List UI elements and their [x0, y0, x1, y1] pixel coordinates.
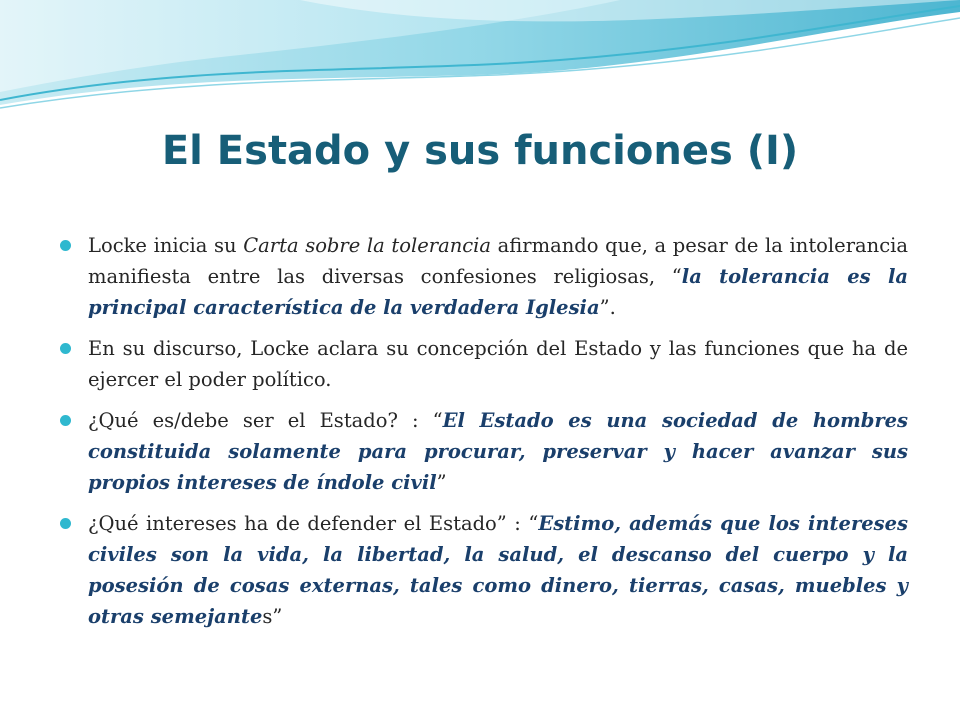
bullet-quote: la tolerancia es la principal característica de la verdadera Iglesia [88, 265, 908, 319]
bullet-item [58, 508, 908, 632]
bullet-quote: El Estado es una sociedad de hombres constituida solamente para procurar, preservar y hacer avanzar sus propios intereses de índole civil [88, 409, 908, 494]
bullet-text: ”. [599, 296, 616, 319]
bullet-text: Locke inicia su [88, 234, 244, 257]
bullet-italic-text: Carta sobre la tolerancia [243, 234, 492, 257]
bullet-text: En su discurso, Locke aclara su concepción del Estado y las funciones que ha de ejercer el poder político. [88, 337, 908, 391]
bullet-dot-icon [60, 240, 71, 251]
bullet-dot-icon [60, 343, 71, 354]
bullet-text: ” [436, 471, 447, 494]
bullet-quote: Estimo, además que los intereses civiles son la vida, la libertad, la salud, el descanso del cuerpo y la posesión de cosas externas, tales como dinero, tierras, casas, muebles y otras semejante [88, 512, 908, 628]
bullet-text: ¿Qué es/debe ser el Estado? : “ [88, 409, 443, 432]
bullet-dot-icon [60, 415, 71, 426]
slide-title: El Estado y sus funciones (I) [161, 128, 799, 174]
bullet-item [58, 405, 908, 498]
bullet-item [58, 230, 908, 323]
bullet-text: afirmando que, a pesar de la intolerancia manifiesta entre las diversas confesiones religiosas, “ [88, 234, 908, 288]
bullet-dot-icon [60, 518, 71, 529]
decorative-wave-header [0, 0, 960, 120]
bullet-text: ¿Qué intereses ha de defender el Estado” : “ [88, 512, 539, 535]
bullet-list [58, 230, 908, 642]
bullet-item [58, 333, 908, 395]
bullet-text: s” [262, 605, 283, 628]
